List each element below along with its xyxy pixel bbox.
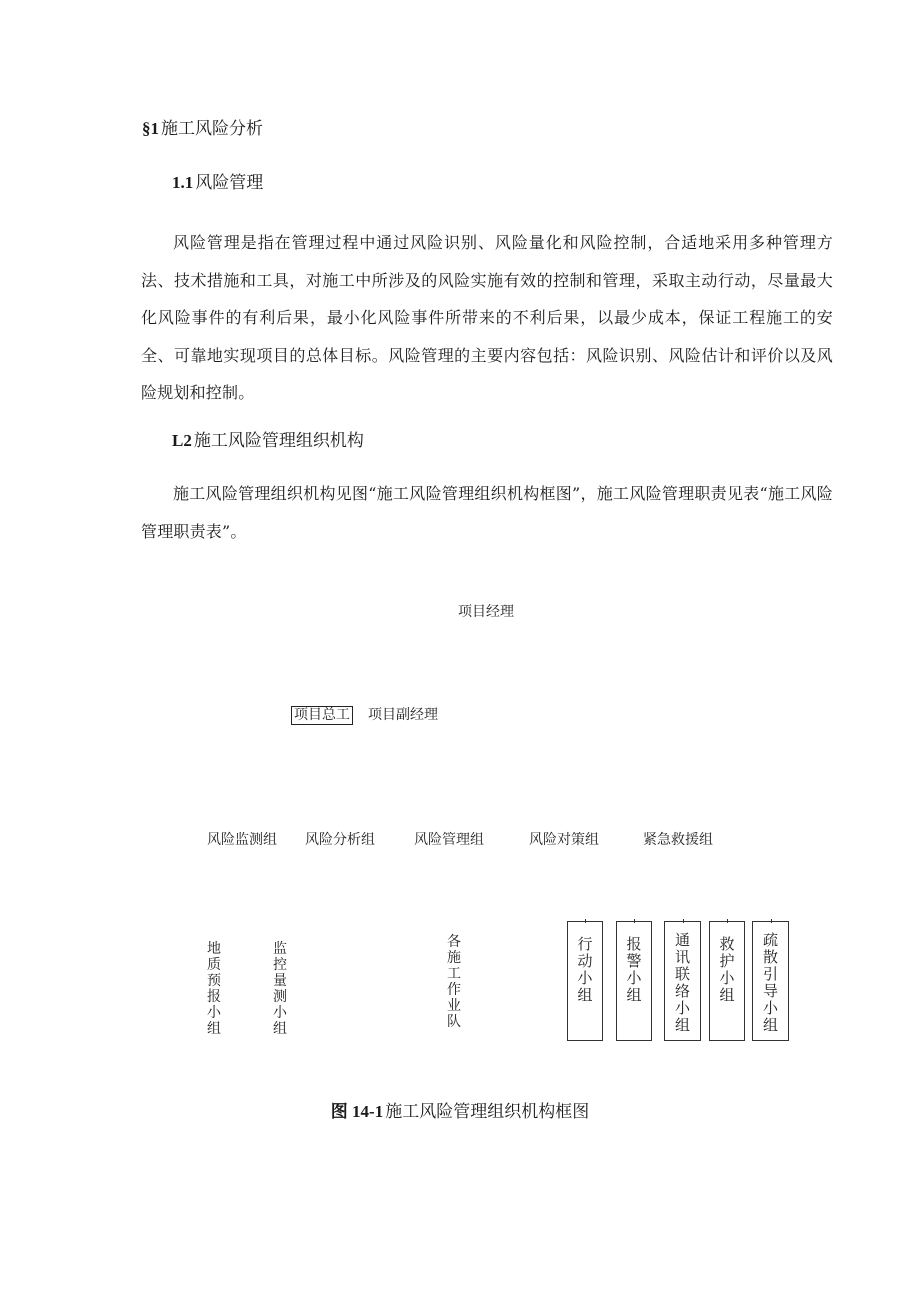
subsection-heading-1 [172,170,263,196]
org-box-rescue-team [709,921,745,1041]
org-box-communication-team [664,921,701,1041]
org-node-deputy-manager: 项目副经理 [368,707,438,723]
figure-caption [0,1100,920,1124]
paragraph-risk-management: 风险管理是指在管理过程中通过风险识别、风险量化和风险控制，合适地采用多种管理方法、技术措施和工具，对施工中所涉及的风险实施有效的控制和管理，采取主动行动，尽量最大化风险事件的有利后果，最小化风险事件所带来的不利后果，以最少成本，保证工程施工的安全、可靠地实现项目的总体目标。风险管理的主要内容包括：风险识别、风险估计和评价以及风险规划和控制。 [141,233,833,402]
section-title: 施工风险分析 [161,119,263,139]
subsection-title-1: 风险管理 [195,173,264,193]
figure-number: 图 14-1 [330,1102,384,1121]
org-node-project-manager: 项目经理 [458,604,514,620]
org-label-rescue-team: 救护小组 [719,935,735,1004]
org-box-evacuation-team [752,921,789,1041]
org-node-emergency-rescue-group: 紧急救援组 [643,832,713,848]
org-label-alarm-team: 报警小组 [626,935,642,1004]
subsection-number-2: L2 [172,431,192,450]
org-label-evacuation-team: 疏散引导小组 [762,931,778,1034]
org-node-construction-work-teams: 各施工作业队 [447,934,461,1030]
org-node-geo-forecast-team: 地质预报小组 [207,941,221,1037]
org-node-chief-engineer: 项目总工 [291,706,353,725]
org-label-action-team: 行动小组 [577,935,593,1004]
org-node-risk-management-group: 风险管理组 [414,832,484,848]
org-node-risk-countermeasure-group: 风险对策组 [529,832,599,848]
org-box-action-team [567,921,603,1041]
subsection-title-2: 施工风险管理组织机构 [193,431,364,451]
section-number: §1 [142,119,159,138]
org-node-risk-analysis-group: 风险分析组 [305,832,375,848]
figure-title: 施工风险管理组织机构框图 [385,1102,590,1122]
connector-tick [683,919,684,923]
subsection-number-1: 1.1 [172,173,194,192]
connector-tick [585,919,586,923]
org-node-monitoring-team: 监控量测小组 [273,941,287,1037]
connector-tick [771,919,772,923]
subsection-heading-2 [172,428,364,454]
connector-tick [634,919,635,923]
paragraph-organization: 施工风险管理组织机构见图“施工风险管理组织机构框图”，施工风险管理职责见表“施工风险管理职责表”。 [141,484,833,541]
connector-tick [727,919,728,923]
org-box-alarm-team [616,921,652,1041]
org-node-risk-monitoring-group: 风险监测组 [207,832,277,848]
org-label-communication-team: 通讯联络小组 [674,931,690,1034]
section-heading [142,116,263,142]
